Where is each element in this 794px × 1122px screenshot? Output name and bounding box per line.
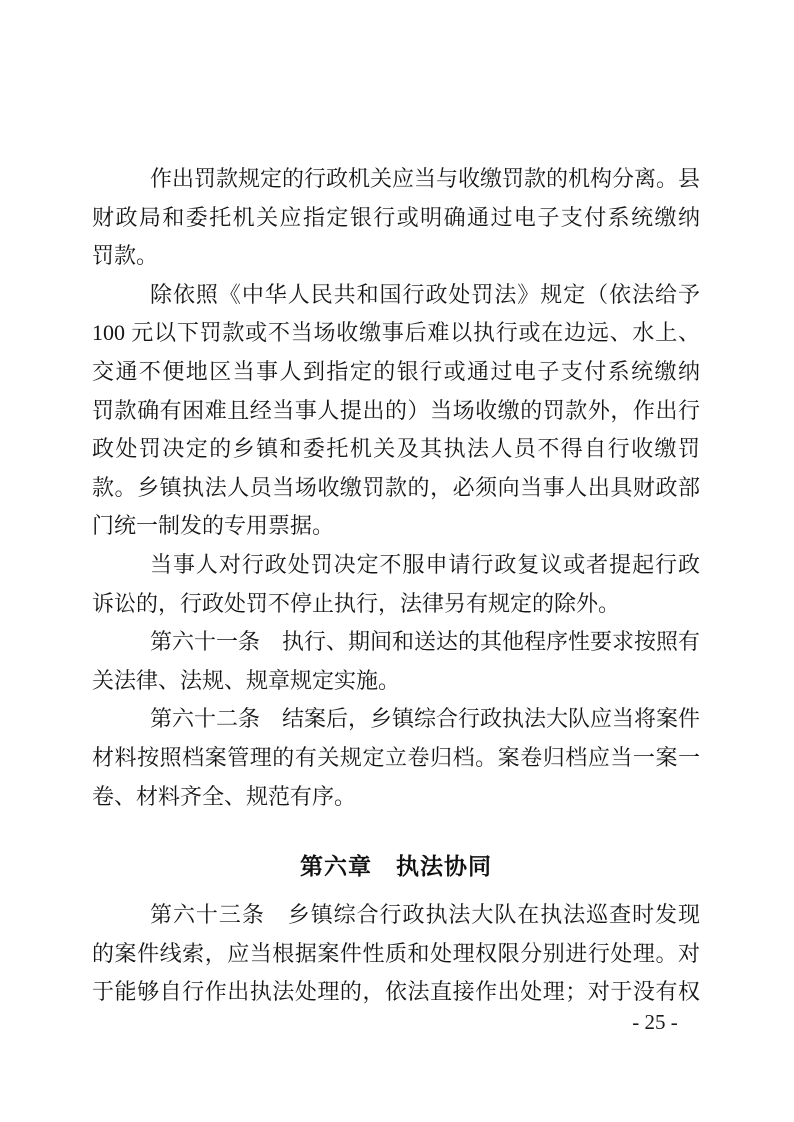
document-body — [92, 160, 700, 1012]
text-line: 除依照《中华人民共和国行政处罚法》规定（依法给予 — [150, 281, 700, 307]
text-line: 作出罚款规定的行政机关应当与收缴罚款的机构分离。县 — [150, 166, 701, 191]
text-line: 诉讼的，行政处罚不停止执行，法律另有规定的除外。 — [92, 590, 621, 616]
text-line: 第六十一条 执行、期间和送达的其他程序性要求按照有 — [150, 629, 701, 655]
text-line: 的案件线索，应当根据案件性质和处理权限分别进行处理。对 — [92, 940, 700, 966]
text-line: 第六十二条 结案后，乡镇综合行政执法大队应当将案件 — [150, 706, 701, 732]
page-number: - 25 - — [632, 1010, 678, 1034]
text-line: 100 元以下罚款或不当场收缴事后难以执行或在边远、水上、 — [92, 320, 700, 346]
text-line: 关法律、法规、规章规定实施。 — [92, 667, 401, 693]
text-line: 政处罚决定的乡镇和委托机关及其执法人员不得自行收缴罚 — [92, 436, 700, 462]
text-line: 财政局和委托机关应指定银行或明确通过电子支付系统缴纳 — [92, 204, 700, 230]
text-line: 款。乡镇执法人员当场收缴罚款的，必须向当事人出具财政部 — [92, 474, 700, 500]
text-line: 当事人对行政处罚决定不服申请行政复议或者提起行政 — [150, 551, 700, 577]
text-line: 交通不便地区当事人到指定的银行或通过电子支付系统缴纳 — [92, 358, 700, 384]
text-line: 卷、材料齐全、规范有序。 — [92, 783, 357, 809]
text-line: 罚款。 — [92, 243, 159, 269]
text-line: 第六十三条 乡镇综合行政执法大队在执法巡查时发现 — [150, 902, 700, 928]
text-line: 门统一制发的专用票据。 — [92, 513, 335, 539]
chapter-heading: 第六章 执法协同 — [300, 853, 492, 880]
text-line: 材料按照档案管理的有关规定立卷归档。案卷归档应当一案一 — [92, 744, 700, 770]
text-line: 于能够自行作出执法处理的，依法直接作出处理；对于没有权 — [92, 979, 700, 1005]
text-line: 罚款确有困难且经当事人提出的）当场收缴的罚款外，作出行 — [92, 397, 700, 423]
